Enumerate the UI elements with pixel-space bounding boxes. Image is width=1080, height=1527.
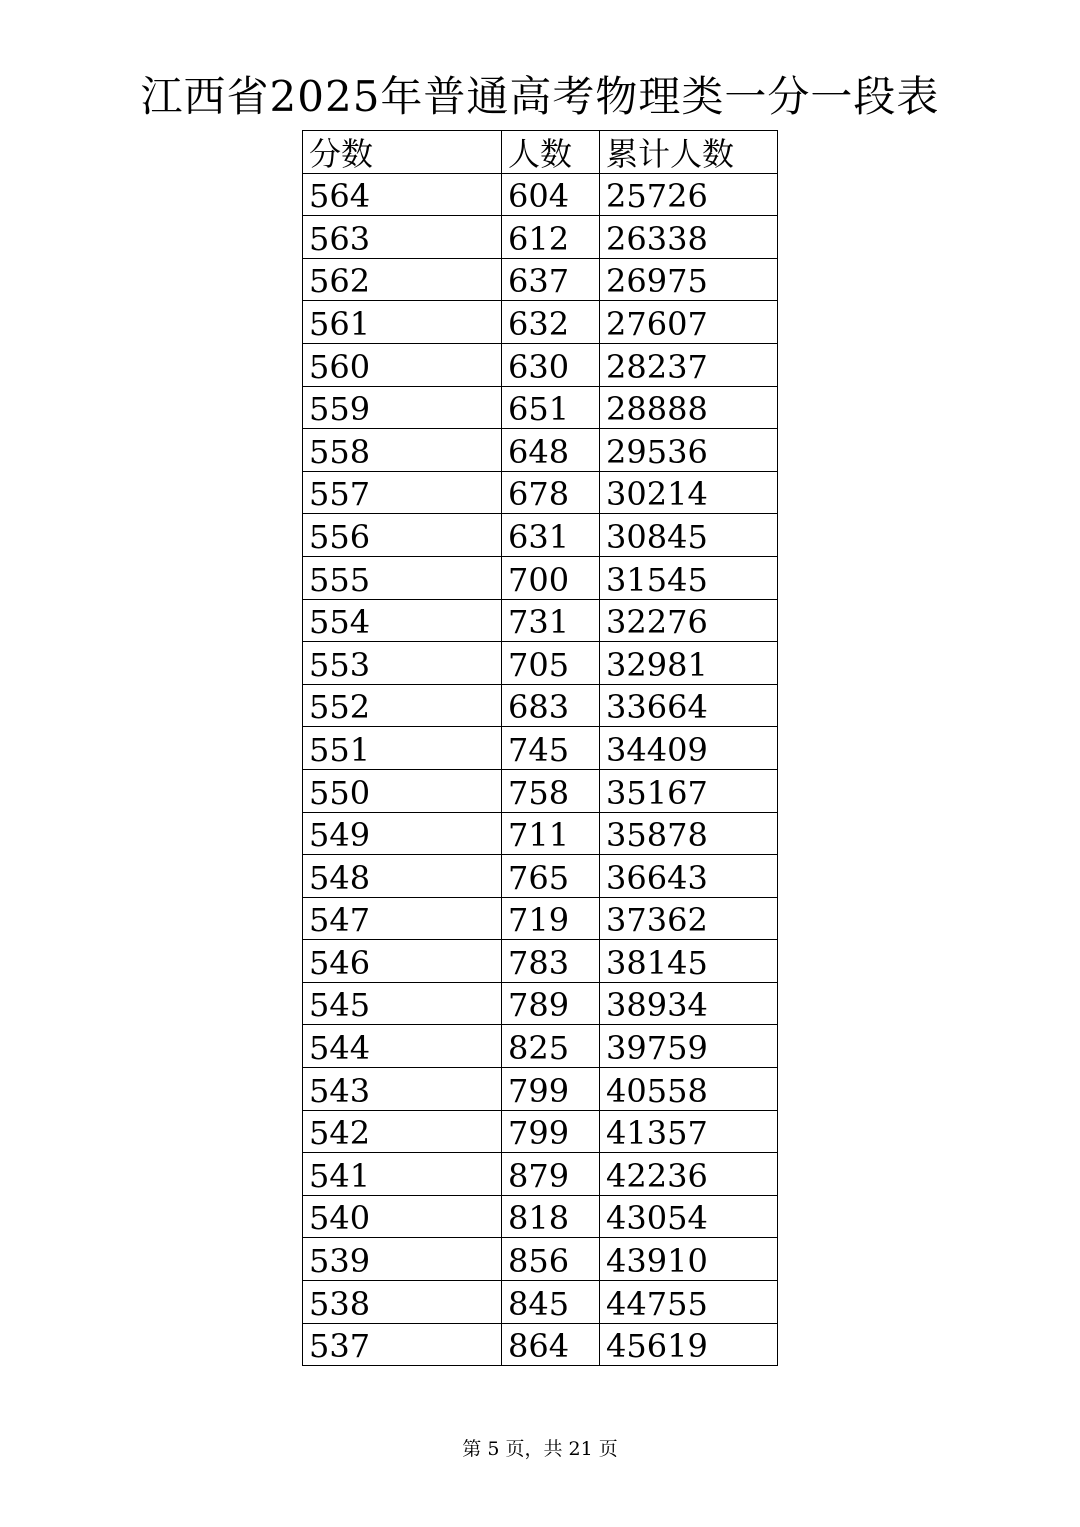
table-header — [303, 131, 778, 174]
cell-score: 552 — [303, 684, 502, 727]
cell-count: 765 — [502, 855, 600, 898]
cell-cumulative: 38934 — [600, 982, 778, 1025]
table-row — [303, 897, 778, 940]
cell-score: 557 — [303, 471, 502, 514]
cell-count: 632 — [502, 301, 600, 344]
cell-score: 538 — [303, 1281, 502, 1324]
cell-cumulative: 40558 — [600, 1068, 778, 1111]
table-row — [303, 982, 778, 1025]
table-row — [303, 940, 778, 983]
table-row — [303, 1025, 778, 1068]
page-footer: 第 5 页，共 21 页 — [462, 1438, 618, 1460]
cell-count: 758 — [502, 769, 600, 812]
cell-score: 560 — [303, 343, 502, 386]
cell-cumulative: 42236 — [600, 1153, 778, 1196]
table-row — [303, 642, 778, 685]
cell-cumulative: 33664 — [600, 684, 778, 727]
table-row — [303, 1110, 778, 1153]
table-row — [303, 173, 778, 216]
cell-count: 825 — [502, 1025, 600, 1068]
cell-score: 543 — [303, 1068, 502, 1111]
cell-cumulative: 29536 — [600, 429, 778, 472]
table-row — [303, 556, 778, 599]
cell-score: 540 — [303, 1195, 502, 1238]
table-row — [303, 599, 778, 642]
table-row — [303, 812, 778, 855]
cell-count: 678 — [502, 471, 600, 514]
cell-cumulative: 25726 — [600, 173, 778, 216]
cell-score: 563 — [303, 216, 502, 259]
cell-cumulative: 35878 — [600, 812, 778, 855]
table-row — [303, 1153, 778, 1196]
cell-score: 558 — [303, 429, 502, 472]
cell-cumulative: 32276 — [600, 599, 778, 642]
table-row — [303, 1068, 778, 1111]
cell-score: 546 — [303, 940, 502, 983]
table-row — [303, 1323, 778, 1366]
cell-score: 559 — [303, 386, 502, 429]
table-row — [303, 1195, 778, 1238]
cell-cumulative: 39759 — [600, 1025, 778, 1068]
table-row — [303, 727, 778, 770]
cell-cumulative: 35167 — [600, 769, 778, 812]
cell-count: 705 — [502, 642, 600, 685]
cell-score: 548 — [303, 855, 502, 898]
cell-count: 818 — [502, 1195, 600, 1238]
cell-cumulative: 41357 — [600, 1110, 778, 1153]
table-row — [303, 429, 778, 472]
cell-count: 856 — [502, 1238, 600, 1281]
cell-count: 879 — [502, 1153, 600, 1196]
page-title: 江西省2025年普通高考物理类一分一段表 — [140, 72, 940, 121]
cell-count: 683 — [502, 684, 600, 727]
table-row — [303, 1238, 778, 1281]
cell-count: 799 — [502, 1068, 600, 1111]
table-row — [303, 684, 778, 727]
table-row — [303, 1281, 778, 1324]
cell-score: 554 — [303, 599, 502, 642]
cell-count: 637 — [502, 258, 600, 301]
cell-count: 719 — [502, 897, 600, 940]
table-row — [303, 769, 778, 812]
cell-count: 631 — [502, 514, 600, 557]
cell-count: 799 — [502, 1110, 600, 1153]
cell-count: 630 — [502, 343, 600, 386]
cell-count: 648 — [502, 429, 600, 472]
cell-cumulative: 26338 — [600, 216, 778, 259]
cell-count: 700 — [502, 556, 600, 599]
cell-cumulative: 26975 — [600, 258, 778, 301]
table-row — [303, 514, 778, 557]
cell-cumulative: 30845 — [600, 514, 778, 557]
cell-cumulative: 37362 — [600, 897, 778, 940]
cell-score: 544 — [303, 1025, 502, 1068]
cell-score: 561 — [303, 301, 502, 344]
header-row — [303, 131, 778, 174]
cell-cumulative: 38145 — [600, 940, 778, 983]
table-row — [303, 216, 778, 259]
cell-cumulative: 44755 — [600, 1281, 778, 1324]
cell-cumulative: 28237 — [600, 343, 778, 386]
header-cumulative: 累计人数 — [600, 131, 778, 174]
cell-count: 731 — [502, 599, 600, 642]
cell-cumulative: 28888 — [600, 386, 778, 429]
score-table — [302, 130, 778, 1366]
cell-cumulative: 32981 — [600, 642, 778, 685]
cell-score: 564 — [303, 173, 502, 216]
header-score: 分数 — [303, 131, 502, 174]
cell-count: 711 — [502, 812, 600, 855]
cell-score: 556 — [303, 514, 502, 557]
cell-cumulative: 36643 — [600, 855, 778, 898]
table-row — [303, 258, 778, 301]
table-row — [303, 386, 778, 429]
cell-cumulative: 43054 — [600, 1195, 778, 1238]
cell-count: 845 — [502, 1281, 600, 1324]
cell-cumulative: 43910 — [600, 1238, 778, 1281]
cell-cumulative: 30214 — [600, 471, 778, 514]
table-row — [303, 301, 778, 344]
cell-count: 864 — [502, 1323, 600, 1366]
cell-count: 651 — [502, 386, 600, 429]
table-row — [303, 855, 778, 898]
cell-score: 550 — [303, 769, 502, 812]
cell-score: 562 — [303, 258, 502, 301]
cell-cumulative: 45619 — [600, 1323, 778, 1366]
cell-score: 547 — [303, 897, 502, 940]
cell-count: 745 — [502, 727, 600, 770]
cell-score: 537 — [303, 1323, 502, 1366]
cell-score: 549 — [303, 812, 502, 855]
cell-score: 551 — [303, 727, 502, 770]
cell-score: 555 — [303, 556, 502, 599]
cell-score: 542 — [303, 1110, 502, 1153]
table-row — [303, 343, 778, 386]
cell-score: 539 — [303, 1238, 502, 1281]
cell-cumulative: 27607 — [600, 301, 778, 344]
table-row — [303, 471, 778, 514]
header-count: 人数 — [502, 131, 600, 174]
cell-score: 545 — [303, 982, 502, 1025]
cell-score: 553 — [303, 642, 502, 685]
cell-score: 541 — [303, 1153, 502, 1196]
cell-cumulative: 31545 — [600, 556, 778, 599]
table-body — [303, 173, 778, 1366]
cell-count: 612 — [502, 216, 600, 259]
cell-count: 789 — [502, 982, 600, 1025]
cell-count: 783 — [502, 940, 600, 983]
cell-cumulative: 34409 — [600, 727, 778, 770]
cell-count: 604 — [502, 173, 600, 216]
